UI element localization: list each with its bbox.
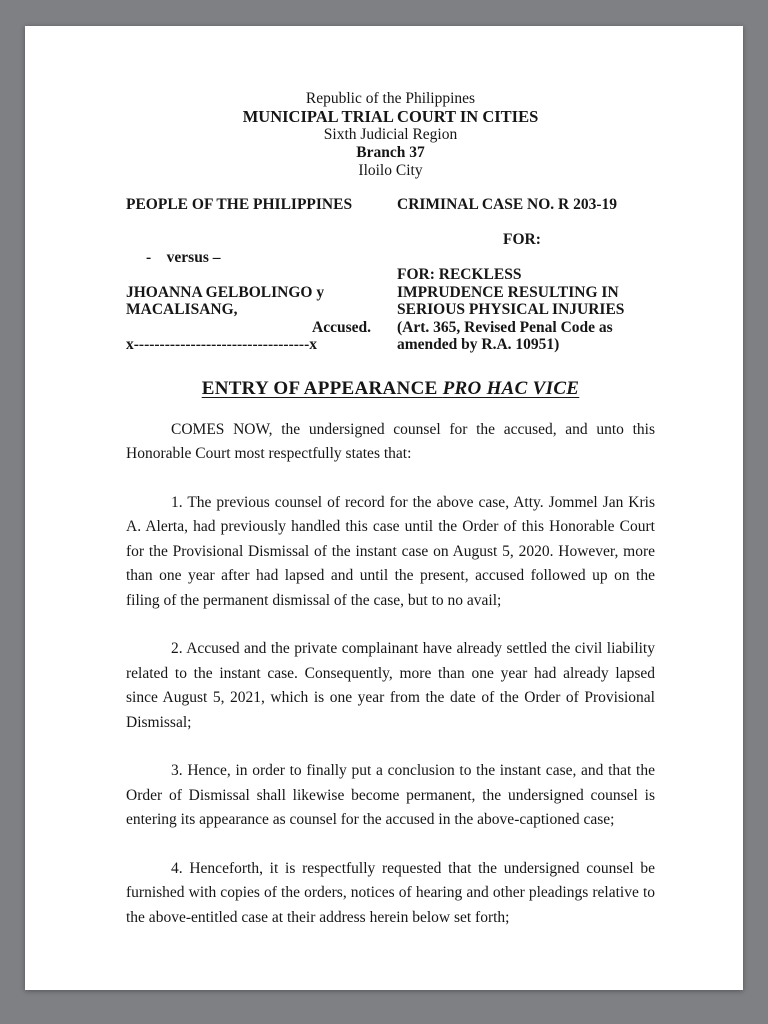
charge-line: amended by R.A. 10951): [397, 336, 560, 353]
accused-name-line: JHOANNA GELBOLINGO y: [126, 283, 325, 301]
charge-line: (Art. 365, Revised Penal Code as: [397, 318, 613, 336]
caption-terminator-line: x----------------------------------x: [126, 336, 317, 353]
body-paragraph: 2. Accused and the private complainant have already settled the civil liability related to the instant case. Consequently, more than one year had already lapsed since August 5, 2021, which is one year from the date of the Order of Provisional Dismissal;: [126, 640, 655, 731]
case-caption: [126, 196, 655, 354]
charge-line: IMPRUDENCE RESULTING IN: [397, 283, 619, 301]
caption-left-column: [126, 196, 391, 354]
case-number: CRIMINAL CASE NO. R 203-19: [397, 196, 618, 213]
caption-right-column: [397, 196, 655, 354]
blank-line: [126, 266, 391, 284]
for-label: FOR:: [503, 231, 541, 248]
document-title: [126, 378, 655, 400]
versus-line: - versus –: [146, 248, 221, 266]
body-paragraph: 4. Henceforth, it is respectfully requested that the undersigned counsel be furnished with copies of the orders, notices of hearing and other pleadings relative to the above-entitled case at their address herein below set forth;: [126, 859, 655, 926]
body-paragraph: 3. Hence, in order to finally put a conclusion to the instant case, and that the Order of Dismissal shall likewise become permanent, the undersigned counsel is entering its appearance as counsel for the accused in the above-captioned case;: [126, 762, 655, 828]
blank-line: [126, 214, 391, 232]
header-city: Iloilo City: [358, 162, 423, 179]
blank-line: [126, 231, 391, 249]
blank-line: [397, 249, 655, 267]
body-paragraph: COMES NOW, the undersigned counsel for the accused, and unto this Honorable Court most respectfully states that:: [126, 420, 655, 462]
document-body: [126, 418, 655, 931]
blank-line: [397, 214, 655, 232]
plaintiff-name: PEOPLE OF THE PHILIPPINES: [126, 196, 353, 213]
accused-name-line: MACALISANG,: [126, 301, 238, 318]
charge-line: FOR: RECKLESS: [397, 266, 522, 283]
document-page: [25, 26, 743, 990]
header-republic: Republic of the Philippines: [305, 90, 476, 107]
body-paragraph: 1. The previous counsel of record for the above case, Atty. Jommel Jan Kris A. Alerta, had previously handled this case until the Order of this Honorable Court for the Provisional Dismissal of the instant case on August 5, 2020. However, more than one year after had lapsed and until the present, accused followed up on the filing of the permanent dismissal of the case, but to no avail;: [126, 493, 655, 609]
header-court-name: MUNICIPAL TRIAL COURT IN CITIES: [242, 107, 539, 126]
title-latin-phrase: PRO HAC VICE: [442, 377, 580, 399]
court-header: [126, 90, 655, 180]
header-judicial-region: Sixth Judicial Region: [323, 126, 458, 143]
accused-label: Accused.: [312, 318, 371, 336]
title-main-text: ENTRY OF APPEARANCE: [201, 377, 443, 399]
header-branch: Branch 37: [356, 144, 425, 161]
charge-line: SERIOUS PHYSICAL INJURIES: [397, 301, 625, 318]
